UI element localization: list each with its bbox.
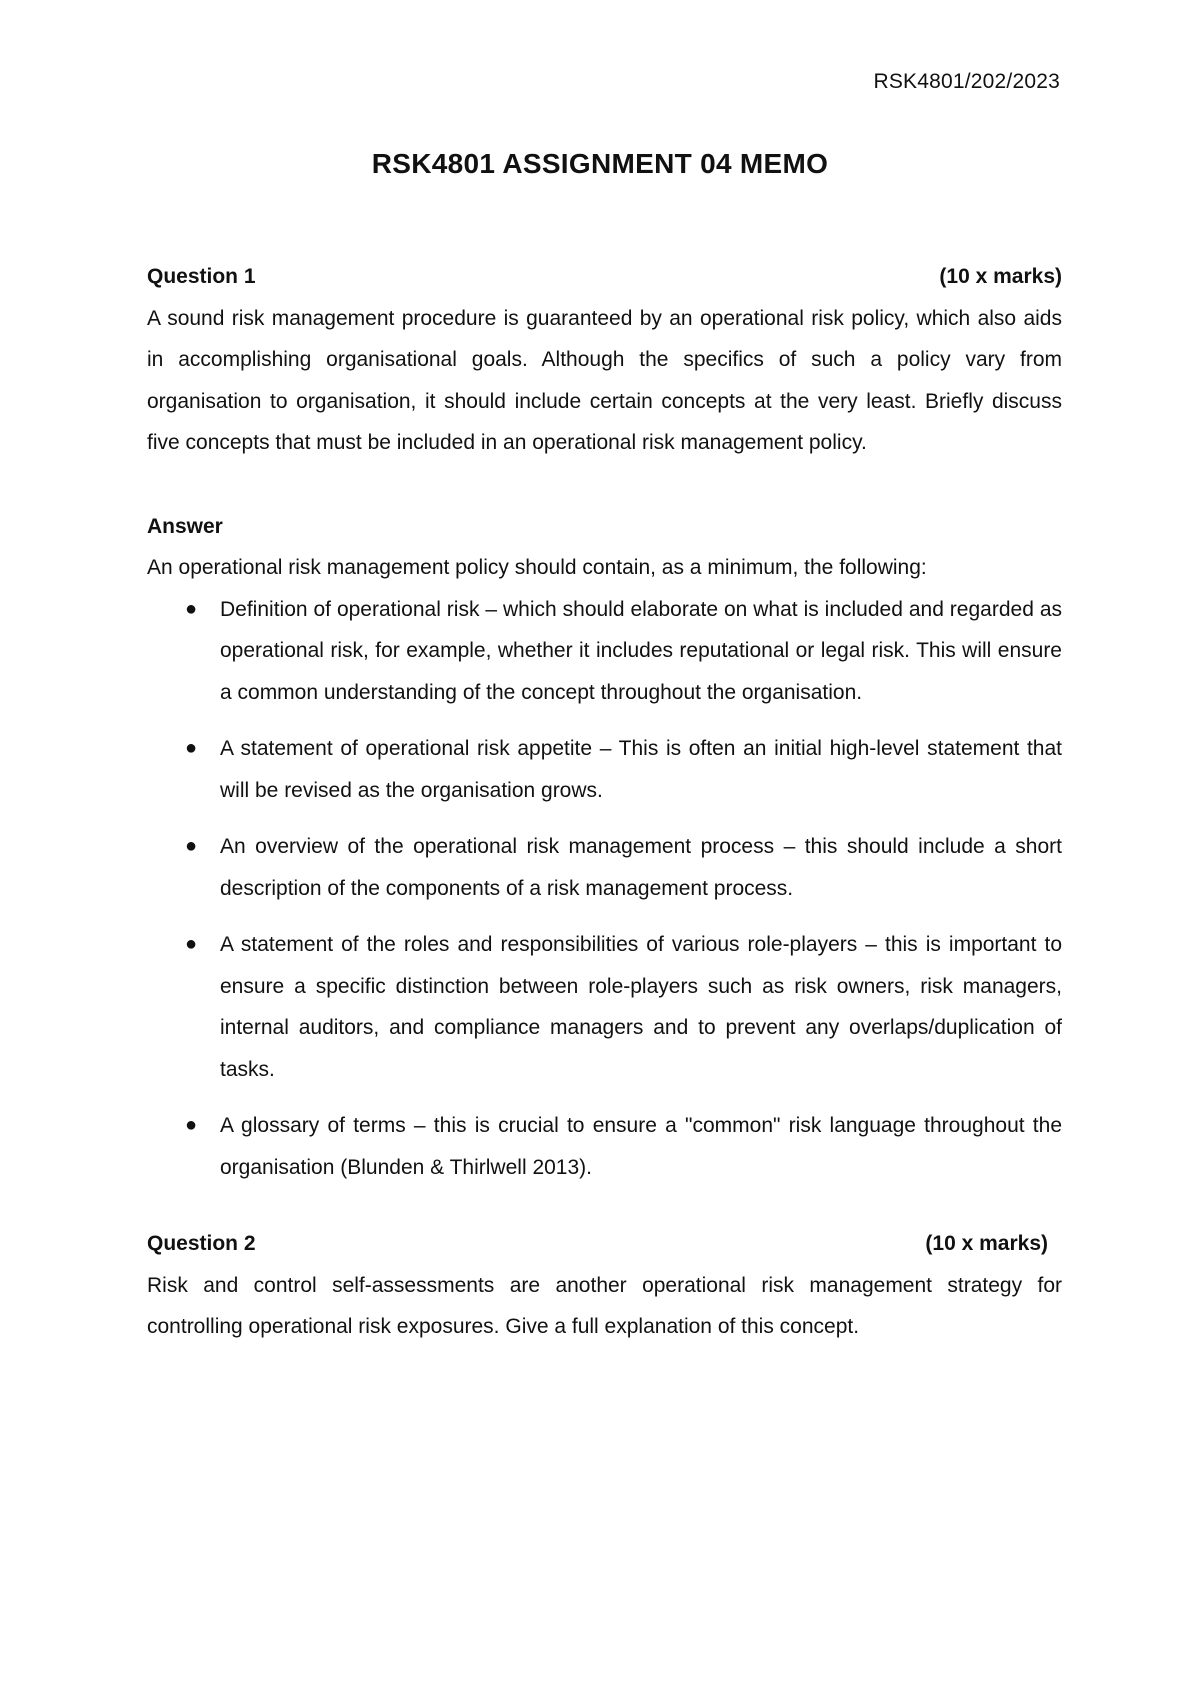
answer-heading: Answer: [147, 514, 223, 538]
answer-point: [147, 728, 1062, 811]
answer-point-text: A statement of operational risk appetite – This is often an initial high-level statement that will be revised as the organisation grows.: [220, 737, 1062, 802]
answer-point: [147, 924, 1062, 1090]
answer-points-list: [147, 589, 1062, 1189]
bullet-dot-icon: ●: [185, 597, 198, 620]
bullet-dot-icon: ●: [185, 737, 198, 759]
bullet-dot-icon: ●: [185, 835, 198, 857]
document-title: RSK4801 ASSIGNMENT 04 MEMO: [371, 148, 829, 179]
question-2-heading: [147, 1223, 1062, 1265]
document-body: [147, 256, 1062, 1348]
answer-point-text: An overview of the operational risk management process – this should include a short description of the components of a risk management process.: [220, 835, 1062, 900]
answer-point: [147, 1105, 1062, 1188]
question-2-label: Question 2: [147, 1232, 256, 1255]
question-1-label: Question 1: [147, 265, 256, 288]
answer-point-text: A statement of the roles and responsibilities of various role-players – this is important to ensure a specific distinction between role-players such as risk owners, risk managers, internal auditors, and compliance managers and to prevent any overlaps/duplication of tasks.: [220, 933, 1062, 1081]
answer-point-text: Definition of operational risk – which should elaborate on what is included and regarded as operational risk, for example, whether it includes reputational or legal risk. This will ensure a common understanding of the concept throughout the organisation.: [220, 597, 1062, 704]
section-spacer: [147, 1203, 1062, 1223]
section-spacer: [147, 464, 1062, 506]
question-1-heading: [147, 256, 1062, 298]
bullet-dot-icon: ●: [185, 1114, 198, 1136]
question-2-marks: (10 x marks): [925, 1232, 1048, 1255]
answer-point: [147, 589, 1062, 714]
answer-intro: An operational risk management policy should contain, as a minimum, the following:: [147, 556, 927, 579]
answer-point-text: A glossary of terms – this is crucial to ensure a "common" risk language throughout the organisation (Blunden & Thirlwell 2013).: [220, 1114, 1062, 1179]
bullet-dot-icon: ●: [185, 933, 198, 955]
question-1-marks: (10 x marks): [939, 265, 1062, 288]
document-reference: RSK4801/202/2023: [873, 70, 1060, 93]
question-1-text: A sound risk management procedure is guaranteed by an operational risk policy, which also aids in accomplishing organisational goals. Although the specifics of such a policy vary from organisation to organisation, it should include certain concepts at the very least. Briefly discuss five concepts that must be included in an operational risk management policy.: [147, 306, 1062, 454]
question-2-text: Risk and control self-assessments are another operational risk management strategy for controlling operational risk exposures. Give a full explanation of this concept.: [147, 1273, 1062, 1338]
answer-point: [147, 826, 1062, 909]
